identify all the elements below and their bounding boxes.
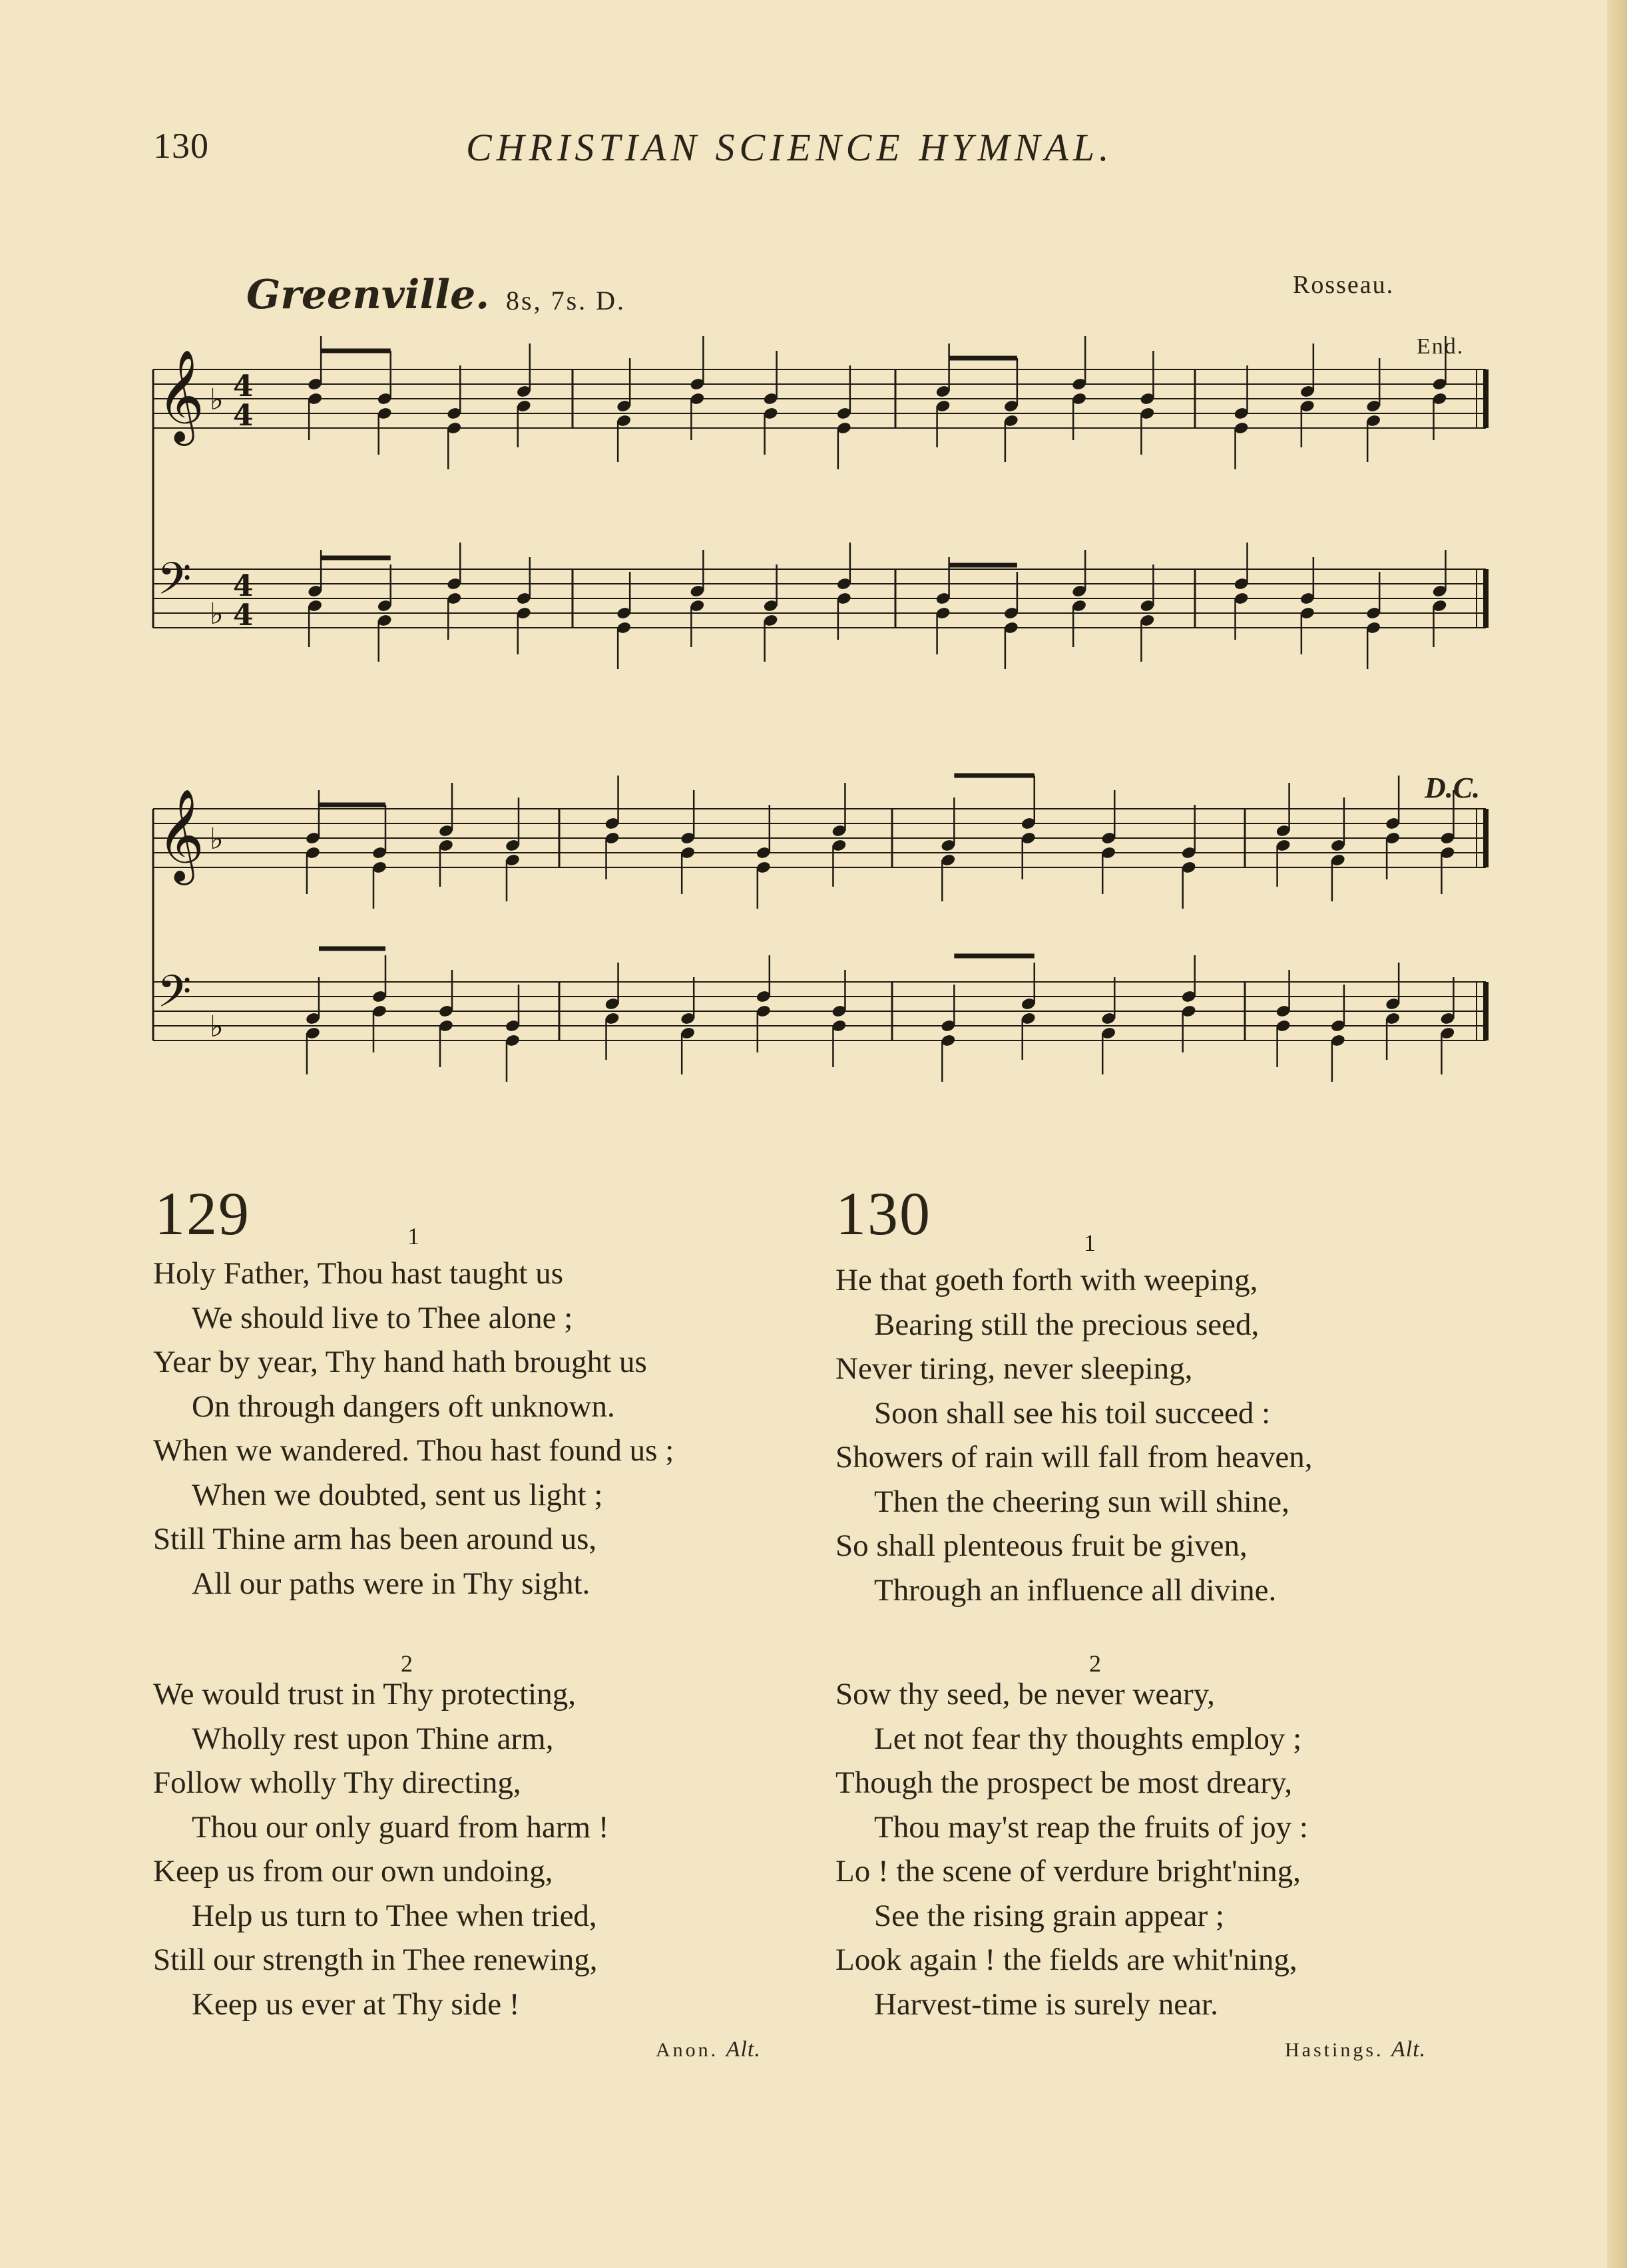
dc-marker: D.C.: [1425, 772, 1481, 804]
bass-clef-icon: 𝄢: [157, 553, 192, 615]
verse-line: He that goeth forth with weeping,: [835, 1263, 1258, 1297]
author-note: Alt.: [1391, 2037, 1427, 2062]
hymn-number-130: 130: [835, 1180, 931, 1247]
verse-line: Help us turn to Thee when tried,: [192, 1898, 597, 1933]
author: Hastings.: [1285, 2039, 1384, 2061]
treble-clef-icon: 𝄞: [157, 789, 204, 881]
verse-line: See the rising grain appear ;: [874, 1898, 1224, 1933]
hymn-130-verse-1: [835, 1258, 1313, 1612]
time-signature: 4: [233, 399, 254, 433]
verse-number: 1: [1084, 1230, 1096, 1256]
hymn-129-attribution: [656, 2037, 761, 2062]
hymn-number-129: 129: [154, 1180, 250, 1247]
verse-number: 2: [1089, 1650, 1101, 1677]
verse-line: Thou may'st reap the fruits of joy :: [874, 1809, 1308, 1845]
verse-line: Thou our only guard from harm !: [192, 1809, 609, 1845]
verse-line: So shall plenteous fruit be given,: [835, 1528, 1248, 1563]
verse-line: Keep us from our own undoing,: [153, 1854, 553, 1889]
verse-line: Then the cheering sun will shine,: [874, 1484, 1289, 1519]
hymn-130-verse-2: [835, 1672, 1308, 2026]
verse-line: Though the prospect be most dreary,: [835, 1765, 1293, 1800]
hymn-130-attribution: [1285, 2037, 1426, 2062]
hymn-129-verse-1: [153, 1251, 674, 1606]
verse-line: Still Thine arm has been around us,: [153, 1522, 597, 1556]
verse-number: 2: [401, 1650, 413, 1677]
music-score: [0, 0, 1627, 1132]
bass-clef-icon: 𝄢: [157, 966, 192, 1028]
author-note: Alt.: [726, 2037, 761, 2062]
verse-line: Lo ! the scene of verdure bright'ning,: [835, 1854, 1301, 1889]
treble-clef-icon: 𝄞: [157, 349, 204, 442]
verse-line: We would trust in Thy protecting,: [153, 1677, 576, 1711]
verse-line: When we doubted, sent us light ;: [192, 1477, 603, 1512]
verse-line: Bearing still the precious seed,: [874, 1307, 1260, 1342]
verse-line: Wholly rest upon Thine arm,: [192, 1721, 554, 1756]
tune-meter: 8s, 7s. D.: [506, 286, 626, 316]
verse-line: Let not fear thy thoughts employ ;: [874, 1721, 1302, 1756]
verse-number: 1: [407, 1223, 419, 1249]
verse-line: On through dangers oft unknown.: [192, 1389, 615, 1424]
key-flat-icon: ♭: [210, 1010, 224, 1044]
verse-line: All our paths were in Thy sight.: [192, 1566, 590, 1601]
key-flat-icon: ♭: [210, 822, 224, 856]
verse-line: Holy Father, Thou hast taught us: [153, 1256, 564, 1291]
key-flat-icon: ♭: [210, 597, 224, 631]
page-number: 130: [153, 126, 209, 166]
hymn-129-verse-2: [153, 1672, 609, 2026]
time-signature: 4: [233, 569, 254, 603]
verse-line: We should live to Thee alone ;: [192, 1300, 573, 1335]
verse-line: Keep us ever at Thy side !: [192, 1986, 520, 2022]
running-title: CHRISTIAN SCIENCE HYMNAL.: [466, 126, 1114, 169]
verse-line: Harvest-time is surely near.: [874, 1986, 1218, 2022]
time-signature: 4: [233, 369, 254, 403]
verse-line: When we wandered. Thou hast found us ;: [153, 1433, 674, 1468]
verse-line: Follow wholly Thy directing,: [153, 1765, 521, 1800]
verse-line: Never tiring, never sleeping,: [835, 1351, 1193, 1386]
verse-line: Still our strength in Thee renewing,: [153, 1942, 598, 1977]
verse-line: Sow thy seed, be never weary,: [835, 1677, 1215, 1711]
verse-line: Soon shall see his toil succeed :: [874, 1395, 1271, 1431]
tune-name: Greenville.: [246, 272, 490, 318]
verse-line: Showers of rain will fall from heaven,: [835, 1440, 1313, 1474]
verse-line: Look again ! the fields are whit'ning,: [835, 1942, 1297, 1977]
time-signature: 4: [233, 598, 254, 632]
key-flat-icon: ♭: [210, 383, 224, 417]
verse-line: Through an influence all divine.: [874, 1572, 1277, 1608]
author: Anon.: [656, 2039, 719, 2061]
end-marker: End.: [1417, 334, 1465, 359]
tune-composer: Rosseau.: [1293, 271, 1395, 299]
verse-line: Year by year, Thy hand hath brought us: [153, 1345, 647, 1379]
